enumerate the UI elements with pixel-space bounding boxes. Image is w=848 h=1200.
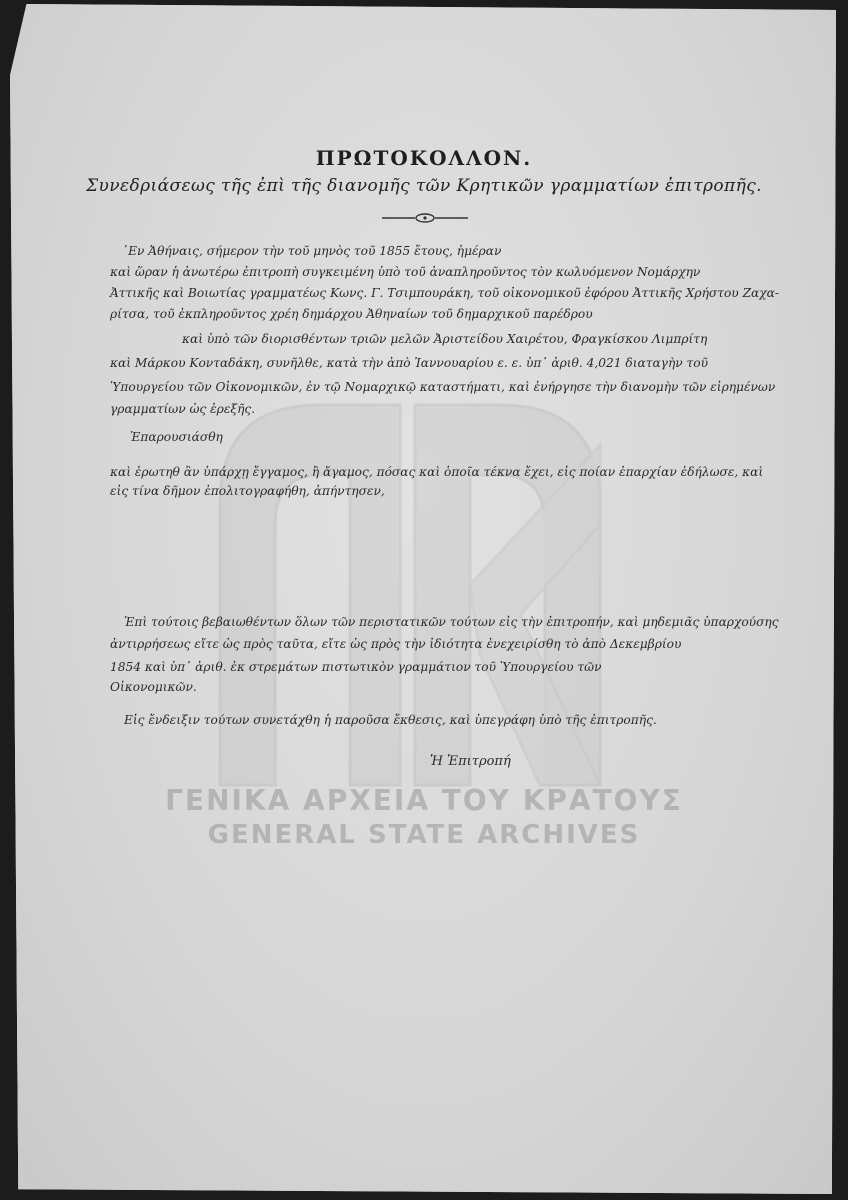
text-line: ἀντιρρήσεως εἴτε ὡς πρὸς ταῦτα, εἴτε ὡς πρὸς τὴν ἰδιότητα ἐνεχειρίσθη τὸ ἀπὸ Δεκεμβρίου [110,637,682,651]
text-line: Ὑπουργείου τῶν Οἰκονομικῶν, ἐν τῷ Νομαρχικῷ καταστήματι, καὶ ἐνήργησε τὴν διανομὴν τῶν εἰρημένων [110,380,776,394]
text-line: καὶ ὑπὸ τῶν διορισθέντων τριῶν μελῶν Ἀριστείδου Χαιρέτου, Φραγκίσκου Λιμπρίτη [182,332,708,346]
ornament-divider-icon [380,212,470,224]
watermark-english: GENERAL STATE ARCHIVES [207,820,641,850]
text-line: καὶ ὥραν ἡ ἀνωτέρω ἐπιτροπὴ συγκειμένη ὑπὸ τοῦ ἀναπληροῦντος τὸν κωλυόμενον Νομάρχην [110,265,701,279]
document-title: ΠΡΩΤΟΚΟΛΛΟΝ. [315,146,533,170]
archives-logo-watermark [200,385,620,805]
text-line: εἰς τίνα δῆμον ἐπολιτογραφήθη, ἀπήντησεν, [110,484,385,498]
text-line: Εἰς ἔνδειξιν τούτων συνετάχθη ἡ παροῦσα ἔκθεσις, καὶ ὑπεγράφη ὑπὸ τῆς ἐπιτροπῆς. [124,713,657,727]
text-line: γραμματίων ὡς ἑρεξῆς. [110,402,256,416]
text-line: Ἐπαρουσιάσθη [130,430,223,444]
signature-label: Ἡ Ἐπιτροπή [430,754,511,769]
text-line: Ἐπὶ τούτοις βεβαιωθέντων ὅλων τῶν περιστατικῶν τούτων εἰς τὴν ἐπιτροπήν, καὶ μηδεμιᾶς ὑπαρχούσης [124,615,779,629]
text-line: καὶ Μάρκου Κονταδάκη, συνῆλθε, κατὰ τὴν ἀπὸ Ἰαννουαρίου ε. ε. ὑπ᾿ ἀριθ. 4,021 διαταγὴν τοῦ [110,356,709,370]
document-subtitle: Συνεδριάσεως τῆς ἐπὶ τῆς διανομῆς τῶν Κρητικῶν γραμματίων ἐπιτροπῆς. [86,176,762,196]
text-line: Ἀττικῆς καὶ Βοιωτίας γραμματέως Κωνς. Γ. Τσιμπουράκη, τοῦ οἰκονομικοῦ ἐφόρου Ἀττικῆς Χρήστου Ζαχα- [110,286,780,300]
text-line: ρίτσα, τοῦ ἐκπληροῦντος χρέη δημάρχου Ἀθηναίων τοῦ δημαρχικοῦ παρέδρου [110,307,593,321]
text-line: Οἰκονομικῶν. [110,680,197,694]
text-line: καὶ ἐρωτηθ ἂν ὑπάρχῃ ἔγγαμος, ἢ ἄγαμος, πόσας καὶ ὁποῖα τέκνα ἔχει, εἰς ποίαν ἐπαρχίαν ἐδήλωσε, καὶ [110,465,764,479]
text-line: 1854 καὶ ὑπ᾿ ἀριθ. ἐκ στρεμάτων πιστωτικὸν γραμμάτιον τοῦ Ὑπουργείου τῶν [110,660,602,674]
text-line: ᾿Εν Ἀθήναις, σήμερον τὴν τοῦ μηνὸς τοῦ 1855 ἔτους, ἡμέραν [122,244,502,258]
watermark-greek: ΓΕΝΙΚΑ ΑΡΧΕΙΑ ΤΟΥ ΚΡΑΤΟΥΣ [165,784,683,817]
